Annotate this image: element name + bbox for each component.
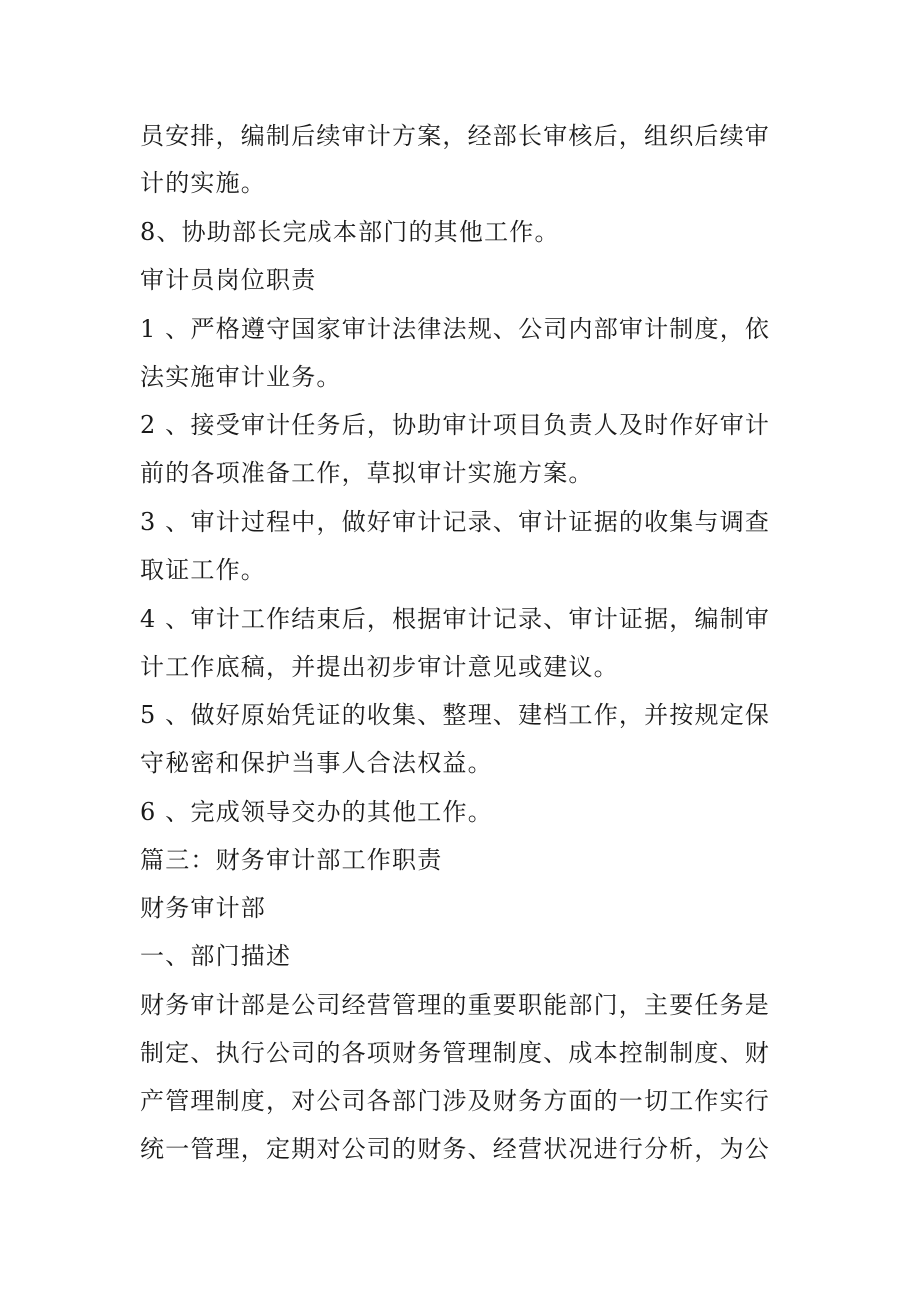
body-text-line: 产管理制度，对公司各部门涉及财务方面的一切工作实行: [140, 1087, 770, 1115]
subsection-heading: 一、部门描述: [140, 942, 292, 970]
body-text-line: 统一管理，定期对公司的财务、经营状况进行分析，为公: [140, 1135, 770, 1163]
body-text-line: 取证工作。: [140, 556, 266, 584]
list-item-8: 8、协助部长完成本部门的其他工作。: [140, 218, 560, 246]
section-heading-auditor-duties: 审计员岗位职责: [140, 266, 317, 294]
list-item-3: 3 、审计过程中，做好审计记录、审计证据的收集与调查: [140, 508, 771, 536]
body-text-line: 守秘密和保护当事人合法权益。: [140, 749, 493, 777]
body-text-line: 员安排，编制后续审计方案，经部长审核后，组织后续审: [140, 122, 770, 150]
body-text-line: 财务审计部是公司经营管理的重要职能部门，主要任务是: [140, 991, 770, 1019]
list-item-4: 4 、审计工作结束后，根据审计记录、审计证据，编制审: [140, 605, 771, 633]
list-item-1: 1 、严格遵守国家审计法律法规、公司内部审计制度，依: [140, 315, 771, 343]
chapter-heading: 篇三：财务审计部工作职责: [140, 846, 443, 874]
body-text-line: 法实施审计业务。: [140, 363, 342, 391]
body-text-line: 制定、执行公司的各项财务管理制度、成本控制制度、财: [140, 1039, 770, 1067]
body-text-line: 计的实施。: [140, 169, 266, 197]
department-heading: 财务审计部: [140, 894, 266, 922]
body-text-line: 前的各项准备工作，草拟审计实施方案。: [140, 459, 594, 487]
list-item-2: 2 、接受审计任务后，协助审计项目负责人及时作好审计: [140, 411, 771, 439]
body-text-line: 计工作底稿，并提出初步审计意见或建议。: [140, 653, 619, 681]
list-item-5: 5 、做好原始凭证的收集、整理、建档工作，并按规定保: [140, 701, 771, 729]
list-item-6: 6 、完成领导交办的其他工作。: [140, 798, 493, 826]
